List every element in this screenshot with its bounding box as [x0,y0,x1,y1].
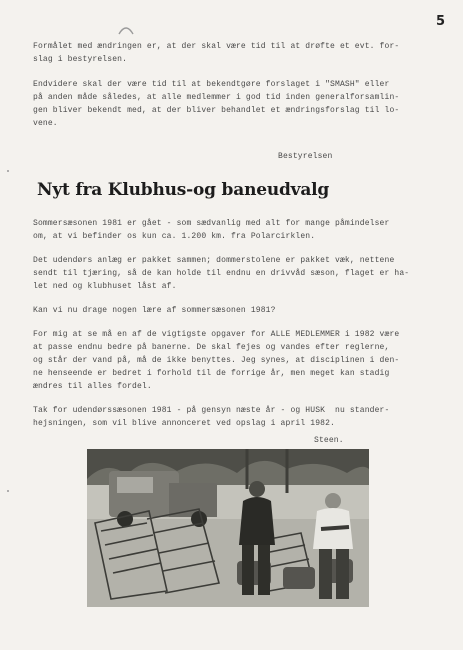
paragraph-packed-line: Det udendørs anlæg er pakket sammen; dommerstolene er pakket væk, nettene [33,256,395,265]
paragraph-thanks-line: hejsningen, som vil blive annonceret ved opslag i april 1982. [33,419,335,428]
paragraph-courts-line: For mig at se må en af de vigtigste opgaver for ALLE MEDLEMMER i 1982 være [33,330,400,339]
margin-speck [7,170,9,172]
paragraph-proposal-line: på anden måde således, at alle medlemmer i god tid inden generalforsamlin- [33,93,400,102]
margin-speck [7,490,9,492]
paragraph-courts-line: ne henseende er bedret i forhold til de forrige år, men meget kan stadig [33,369,390,378]
paragraph-courts-line: og står der vand på, må de ikke benyttes. Jeg synes, at disciplinen i den- [33,356,400,365]
paragraph-courts-line: ændres til alles fordel. [33,382,152,391]
paragraph-question-line: Kan vi nu drage nogen lære af sommersæsonen 1981? [33,306,276,315]
paragraph-thanks-line: Tak for udendørssæsonen 1981 - på gensyn næste år - og HUSK nu stander- [33,406,390,415]
paragraph-purpose-line: slag i bestyrelsen. [33,55,128,64]
clubhouse-photo [87,449,369,607]
paragraph-season-line: Sommersæsonen 1981 er gået - som sædvanlig med alt for mange påmindelser [33,219,390,228]
signature-board: Bestyrelsen [278,152,333,161]
paragraph-proposal-line: Endvidere skal der være tid til at bekendtgøre forslaget i "SMASH" eller [33,80,390,89]
paragraph-courts-line: at passe endnu bedre på banerne. De skal fejes og vandes efter reglerne, [33,343,390,352]
paragraph-packed-line: sendt til tjæring, så de kan holde til endnu en drivvåd sæson, flaget er ha- [33,269,410,278]
page-number: 5 [435,14,445,29]
paragraph-proposal-line: gen bliver bekendt med, at der bliver behandlet et ændringsforslag til lo- [33,106,400,115]
paragraph-packed-line: let ned og klubhuset låst af. [33,282,177,291]
paragraph-proposal-line: vene. [33,119,58,128]
signature-author: Steen. [314,436,344,445]
section-headline: Nyt fra Klubhus-og baneudvalg [37,180,330,200]
punch-hole-mark [118,25,134,35]
paragraph-season-line: om, at vi befinder os kun ca. 1.200 km. fra Polarcirklen. [33,232,316,241]
paragraph-purpose-line: Formålet med ændringen er, at der skal være tid til at drøfte et evt. for- [33,42,400,51]
